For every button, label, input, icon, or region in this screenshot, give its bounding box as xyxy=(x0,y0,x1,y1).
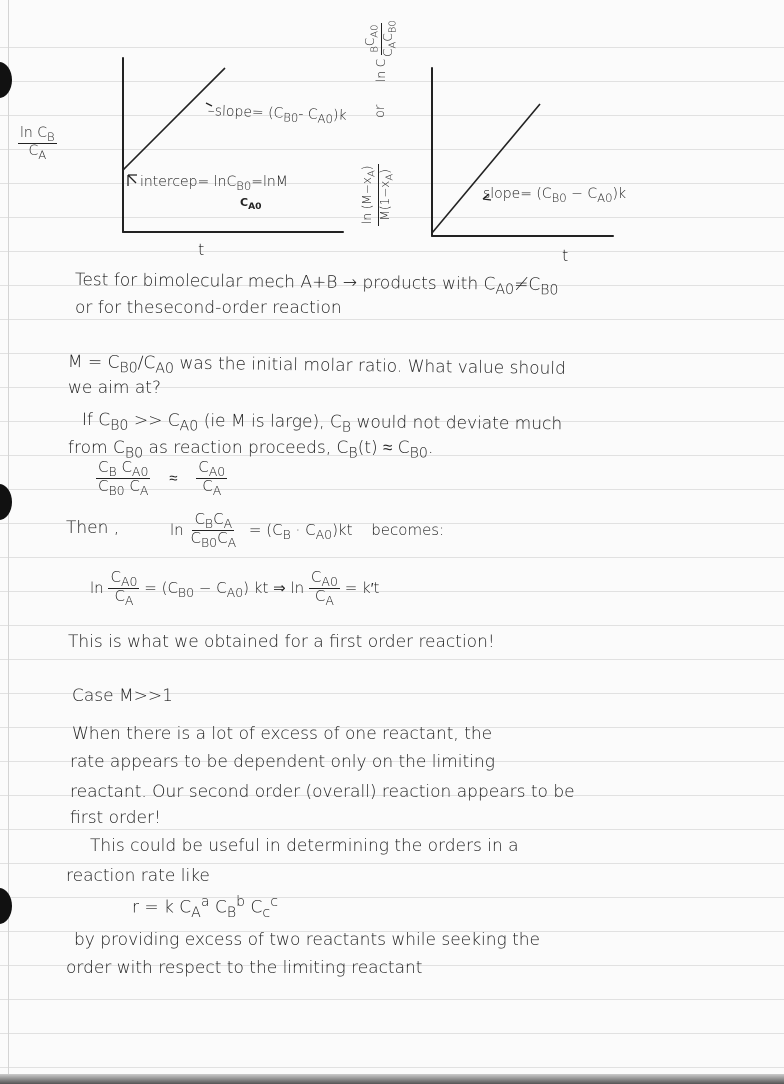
graph1-intercept-label: intercep= lnC$_{B0}$=lnM xyxy=(140,174,288,193)
graph2-ylabel-main: $\ln (M-x_A)$ $M(1-x_A)$ xyxy=(360,165,396,224)
note-line-bimolecular: Test for bimolecular mech A+B → products with $C_{A0}\ne C_{B0}$ xyxy=(74,270,559,299)
note-equation-first-order: ln $\frac{C_{A0}}{C_A}$ = $(C_{B0} - C_{A0})$ kt ⇒ ln $\frac{C_{A0}}{C_A}$ = k′t xyxy=(90,568,380,609)
note-line-second-order: or for thesecond-order reaction xyxy=(75,298,342,318)
note-line-molar-ratio: $M = C_{B0}/C_{A0}$ was the initial molar ratio. What value should xyxy=(67,352,567,379)
note-line-aim: we aim at? xyxy=(68,378,161,398)
note-equation-approx: $\frac{C_B C_{A0}}{C_{B0} C_A}$ ≈ $\frac{C_{A0}}{C_A}$ xyxy=(98,458,226,499)
graph1-intercept-arrow xyxy=(128,175,137,186)
note-equation-ln-ratio: ln $\frac{C_BC_A}{C_{B0}C_A}$ = $(C_B \cdot C_{A0})kt$ becomes: xyxy=(170,510,445,551)
note-para3-line2: order with respect to the limiting reactant xyxy=(66,958,423,978)
note-line-deviate: from $C_{B0}$ as reaction proceeds, $C_B(t) \approx C_{B0}$. xyxy=(68,438,434,462)
graph2-line xyxy=(432,104,540,233)
graph1-slope-label: –slope= ($C_{B0}-$ $C_{A0})k$ xyxy=(207,103,347,127)
note-case-heading: Case M>>1 xyxy=(72,686,173,706)
note-para1-line1: When there is a lot of excess of one reactant, the xyxy=(72,724,493,744)
graph1-intercept-denominator: $C_{A0}$ xyxy=(240,196,262,213)
graph2-slope-label: slope= $(C_{B0} - C_{A0})k$ xyxy=(483,186,627,205)
note-para2-line2: reaction rate like xyxy=(66,866,210,886)
graph2-axes xyxy=(432,68,613,236)
graph1-xlabel: t xyxy=(198,240,205,259)
note-para3-line1: by providing excess of two reactants while seeking the xyxy=(74,930,540,950)
note-para2-line1: This could be useful in determining the orders in a xyxy=(90,836,519,856)
note-para1-line3: reactant. Our second order (overall) reaction appears to be xyxy=(70,782,575,802)
graph2-ylabel-or: or xyxy=(373,104,388,118)
graph2-xlabel: t xyxy=(562,246,569,265)
note-para1-line4: first order! xyxy=(70,808,161,828)
note-line-obtained: This is what we obtained for a first order reaction! xyxy=(68,632,495,652)
note-para1-line2: rate appears to be dependent only on the limiting xyxy=(70,752,495,772)
graph1-ylabel: $\frac{\ln C_B}{C_A}$ xyxy=(20,125,55,162)
graph1-axes xyxy=(123,58,343,232)
note-line-if-large: If $C_{B0} >> C_{A0}$ (ie M is large), $C_B$ would not deviate much xyxy=(81,410,563,436)
note-then: Then , xyxy=(66,518,120,538)
graph2-ylabel-alt: ln C $_BC_{A0}$ $C_AC_{B0}$ xyxy=(363,20,399,82)
note-rate-equation: r = k $C_A^a$ $C_B^b$ $C_c^c$ xyxy=(132,894,278,922)
